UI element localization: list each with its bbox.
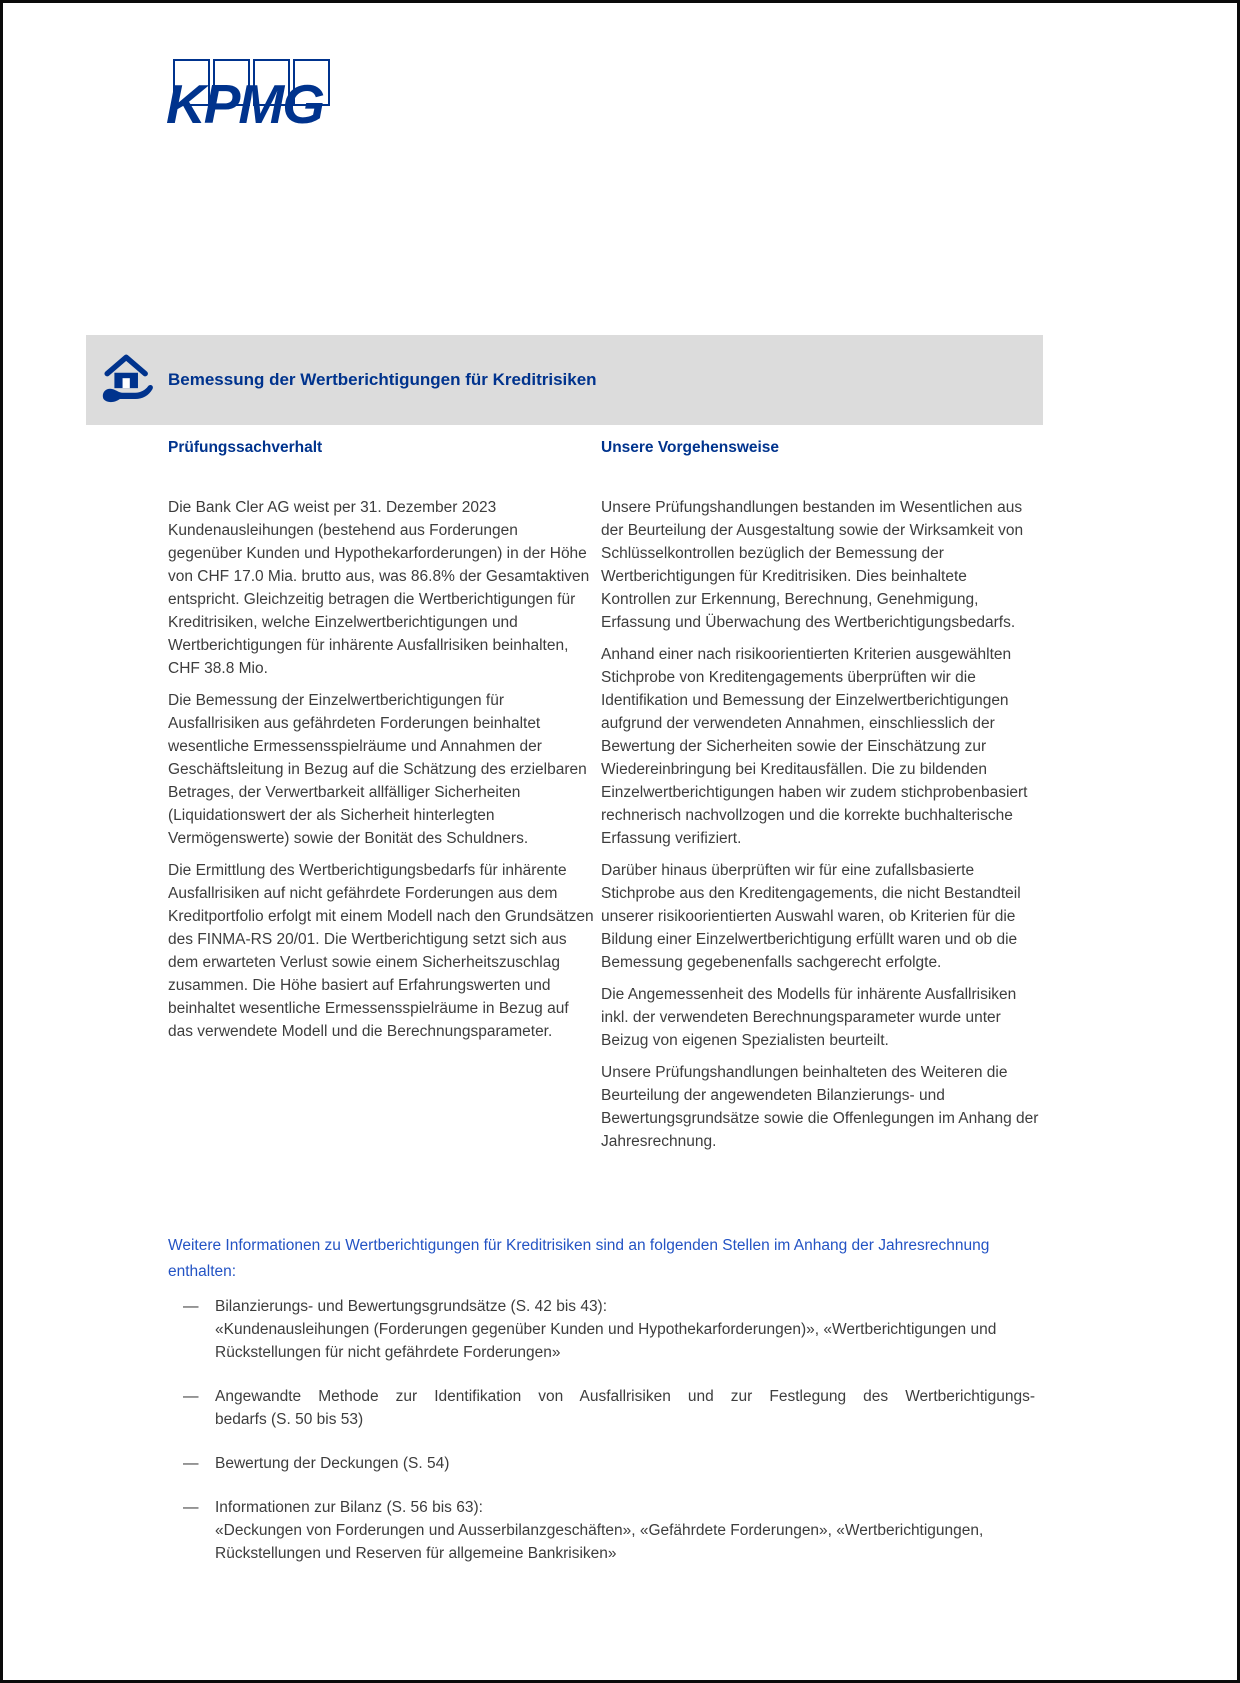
- list-item-details: «Deckungen von Forderungen und Ausserbilanzgeschäften», «Gefährdete Forderungen», «Wertberichtigungen, Rückstellungen und Reserven für allgemeine Bankrisiken»: [215, 1522, 984, 1562]
- list-item-details: bedarfs (S. 50 bis 53): [215, 1411, 364, 1428]
- column-approach: [601, 438, 1039, 1162]
- list-item: [183, 1496, 1071, 1565]
- list-item-body: [215, 1295, 1035, 1364]
- dash-bullet-icon: —: [183, 1499, 199, 1516]
- list-item-title: Bilanzierungs- und Bewertungsgrundsätze (S. 42 bis 43):: [215, 1298, 608, 1315]
- dash-bullet-icon: —: [183, 1388, 199, 1405]
- list-item: [183, 1452, 1071, 1475]
- list-item-body: [215, 1452, 1035, 1475]
- column-audit-matter: [168, 438, 594, 1052]
- list-item-body: [215, 1385, 1035, 1431]
- footer-intro: Weitere Informationen zu Wertberichtigungen für Kreditrisiken sind an folgenden Stellen im Anhang der Jahresrechnung enthalten:: [168, 1237, 990, 1280]
- house-in-hand-icon: [99, 351, 157, 409]
- key-audit-matter-banner: [86, 335, 1043, 425]
- column-heading-left: Prüfungssachverhalt: [168, 439, 323, 456]
- kpmg-logo: [166, 51, 376, 136]
- dash-bullet-icon: —: [183, 1455, 199, 1472]
- list-item: [183, 1295, 1071, 1364]
- list-item-title: Angewandte Methode zur Identifikation von Ausfallrisiken und zur Festlegung des Wertberichtigungs-: [215, 1388, 1035, 1405]
- paragraph: Die Bank Cler AG weist per 31. Dezember 2023 Kundenausleihungen (bestehend aus Forderungen gegenüber Kunden und Hypothekarforderungen) in der Höhe von CHF 17.0 Mia. brutto aus, was 86.8% der Gesamtaktiven entspricht. Gleichzeitig betragen die Wertberichtigungen für Kreditrisiken, welche Einzelwertberichtigungen und Wertberichtigungen für inhärente Ausfallrisiken beinhalten, CHF 38.8 Mio.: [168, 499, 590, 677]
- column-heading-right: Unsere Vorgehensweise: [601, 439, 780, 456]
- banner-title: Bemessung der Wertberichtigungen für Kreditrisiken: [168, 370, 597, 389]
- list-item: [183, 1385, 1071, 1431]
- paragraph: Die Ermittlung des Wertberichtigungsbedarfs für inhärente Ausfallrisiken auf nicht gefährdete Forderungen aus dem Kreditportfolio erfolgt mit einem Modell nach den Grundsätzen des FINMA-RS 20/01. Die Wertberichtigung setzt sich aus dem erwarteten Verlust sowie einem Sicherheitszuschlag zusammen. Die Höhe basiert auf Erfahrungswerten und beinhaltet wesentliche Ermessensspielräume in Bezug auf das verwendete Modell und die Berechnungsparameter.: [168, 862, 594, 1040]
- list-item-details: «Kundenausleihungen (Forderungen gegenüber Kunden und Hypothekarforderungen)», «Wertberichtigungen und Rückstellungen für nicht gefährdete Forderungen»: [215, 1321, 997, 1361]
- paragraph: Darüber hinaus überprüften wir für eine zufallsbasierte Stichprobe aus den Kreditengagements, die nicht Bestandteil unserer risikoorientierten Auswahl waren, ob Kriterien für die Bildung einer Einzelwertberichtigung erfüllt waren und ob die Bemessung gegebenenfalls sachgerecht erfolgte.: [601, 862, 1021, 971]
- paragraph: Unsere Prüfungshandlungen beinhalteten des Weiteren die Beurteilung der angewendeten Bilanzierungs- und Bewertungsgrundsätze sowie die Offenlegungen im Anhang der Jahresrechnung.: [601, 1064, 1039, 1150]
- paragraph: Die Angemessenheit des Modells für inhärente Ausfallrisiken inkl. der verwendeten Berechnungsparameter wurde unter Beizug von eigenen Spezialisten beurteilt.: [601, 986, 1017, 1049]
- paragraph: Die Bemessung der Einzelwertberichtigungen für Ausfallrisiken aus gefährdeten Forderungen beinhaltet wesentliche Ermessensspielräume und Annahmen der Geschäftsleitung in Bezug auf die Schätzung des erzielbaren Betrages, der Verwertbarkeit allfälliger Sicherheiten (Liquidationswert der als Sicherheit hinterlegten Vermögenswerte) sowie der Bonität des Schuldners.: [168, 692, 587, 847]
- list-item-title: Informationen zur Bilanz (S. 56 bis 63):: [215, 1499, 483, 1516]
- paragraph: Anhand einer nach risikoorientierten Kriterien ausgewählten Stichprobe von Kreditengagements überprüften wir die Identifikation und Bemessung der Einzelwertberichtigungen aufgrund der verwendeten Annahmen, einschliesslich der Bewertung der Sicherheiten sowie der Einschätzung zur Wiedereinbringung bei Kreditausfällen. Die zu bildenden Einzelwertberichtigungen haben wir zudem stichprobenbasiert rechnerisch nachvollzogen und die korrekte buchhalterische Erfassung verifiziert.: [601, 646, 1028, 847]
- list-item-body: [215, 1496, 1035, 1565]
- paragraph: Unsere Prüfungshandlungen bestanden im Wesentlichen aus der Beurteilung der Ausgestaltung sowie der Wirksamkeit von Schlüsselkontrollen bezüglich der Bemessung der Wertberichtigungen für Kreditrisiken. Dies beinhaltete Kontrollen zur Erkennung, Berechnung, Genehmigung, Erfassung und Überwachung des Wertberichtigungsbedarfs.: [601, 499, 1024, 631]
- list-item-title: Bewertung der Deckungen (S. 54): [215, 1455, 450, 1472]
- footer-reference-list: [183, 1295, 1071, 1586]
- dash-bullet-icon: —: [183, 1298, 199, 1315]
- logo-wordmark: KPMG: [166, 73, 323, 135]
